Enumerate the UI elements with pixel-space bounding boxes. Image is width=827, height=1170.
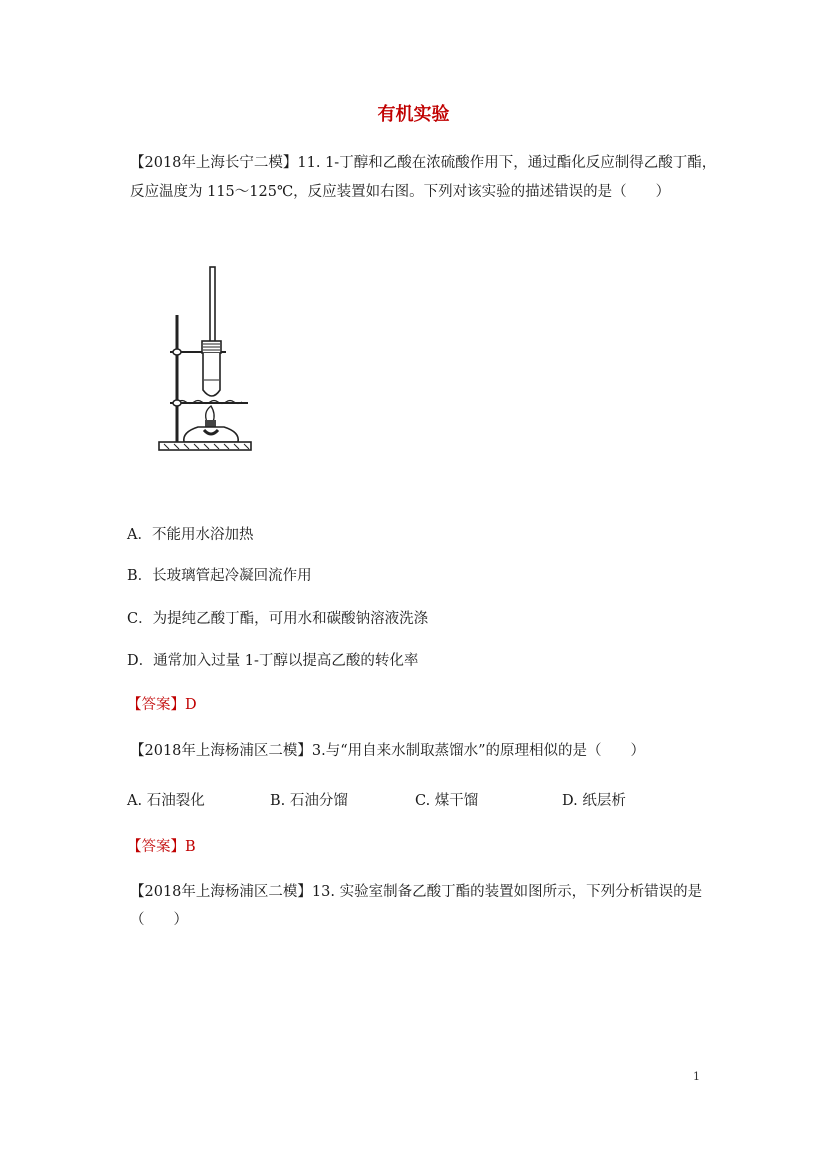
page-number: 1 (693, 1070, 700, 1083)
question-1-option-b: B．长玻璃管起冷凝回流作用 (127, 568, 312, 584)
question-2-option-d: D. 纸层析 (562, 793, 626, 809)
question-3-line-1: 【2018年上海杨浦区二模】13. 实验室制备乙酸丁酯的装置如图所示，下列分析错误的是 (130, 884, 703, 900)
question-2-option-c: C. 煤干馏 (415, 793, 479, 809)
question-1-answer: 【答案】D (127, 697, 197, 713)
question-2-line-1: 【2018年上海杨浦区二模】3.与“用自来水制取蒸馏水”的原理相似的是（ ） (130, 743, 646, 759)
page-title: 有机实验 (377, 104, 450, 125)
question-1-option-c: C．为提纯乙酸丁酯，可用水和碳酸钠溶液洗涤 (127, 611, 429, 627)
reaction-apparatus-figure (156, 262, 256, 457)
question-2-option-b: B. 石油分馏 (270, 793, 348, 809)
question-1-option-a: A．不能用水浴加热 (127, 527, 254, 543)
question-2-option-a: A. 石油裂化 (127, 793, 205, 809)
question-1-line-2: 反应温度为 115～125℃，反应装置如右图。下列对该实验的描述错误的是（ ） (130, 184, 671, 200)
question-1-line-1: 【2018年上海长宁二模】11. 1-丁醇和乙酸在浓硫酸作用下，通过酯化反应制得乙酸丁酯， (130, 155, 717, 171)
question-2-answer: 【答案】B (127, 839, 196, 855)
question-1-option-d: D．通常加入过量 1-丁醇以提高乙酸的转化率 (127, 653, 419, 669)
question-3-line-2: （ ） (130, 912, 188, 928)
